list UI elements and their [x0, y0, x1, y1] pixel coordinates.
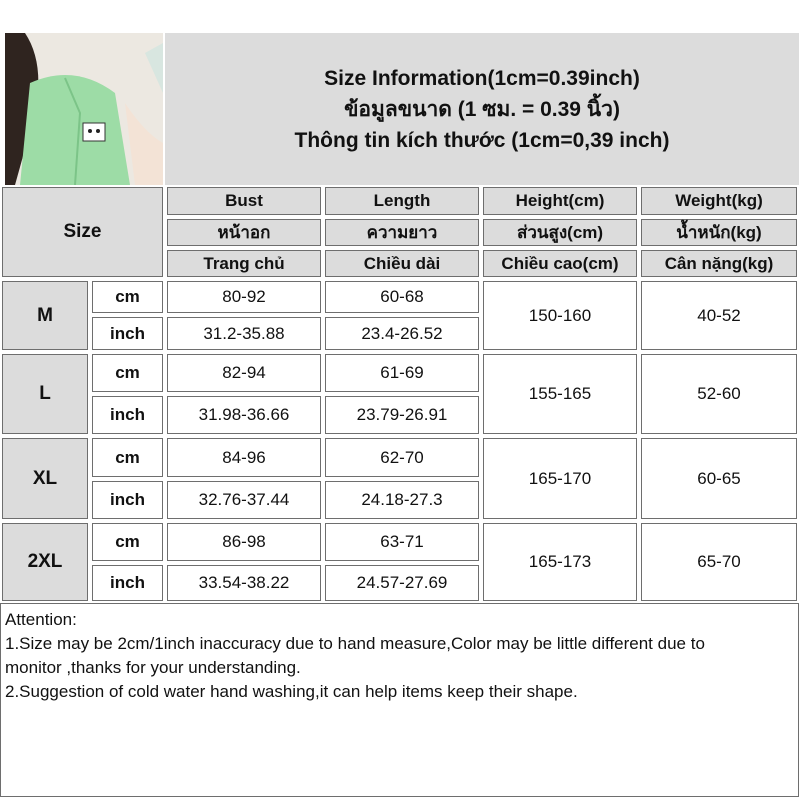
height-value: 165-173: [483, 523, 637, 601]
bust-inch-value: 31.98-36.66: [167, 396, 321, 434]
bust-header-en: Bust: [167, 187, 321, 215]
height-header-th: ส่วนสูง(cm): [483, 219, 637, 246]
unit-cm-label: cm: [92, 438, 163, 477]
size-info-title-box: [165, 33, 799, 185]
length-header-th: ความยาว: [325, 219, 479, 246]
size-label-m: M: [2, 281, 88, 350]
unit-cm-label: cm: [92, 523, 163, 561]
bust-inch-value: 33.54-38.22: [167, 565, 321, 601]
length-inch-value: 23.79-26.91: [325, 396, 479, 434]
attention-line-2: monitor ,thanks for your understanding.: [5, 658, 301, 677]
length-inch-value: 24.57-27.69: [325, 565, 479, 601]
length-cm-value: 62-70: [325, 438, 479, 477]
size-label-xl: XL: [2, 438, 88, 519]
product-photo: [5, 33, 163, 185]
attention-heading: Attention:: [5, 610, 77, 629]
height-value: 155-165: [483, 354, 637, 434]
bust-header-vi: Trang chủ: [167, 250, 321, 277]
attention-line-3: 2.Suggestion of cold water hand washing,it can help items keep their shape.: [5, 682, 578, 701]
bust-cm-value: 84-96: [167, 438, 321, 477]
size-label-2xl: 2XL: [2, 523, 88, 601]
weight-header-vi: Cân nặng(kg): [641, 250, 797, 277]
attention-notes: [0, 603, 799, 797]
unit-inch-label: inch: [92, 317, 163, 350]
weight-value: 60-65: [641, 438, 797, 519]
product-photo-illustration: [5, 33, 163, 185]
size-column-header: Size: [2, 187, 163, 277]
bust-inch-value: 31.2-35.88: [167, 317, 321, 350]
length-inch-value: 24.18-27.3: [325, 481, 479, 519]
height-value: 150-160: [483, 281, 637, 350]
unit-inch-label: inch: [92, 396, 163, 434]
bust-cm-value: 80-92: [167, 281, 321, 313]
bust-header-th: หน้าอก: [167, 219, 321, 246]
length-header-en: Length: [325, 187, 479, 215]
size-label-l: L: [2, 354, 88, 434]
title-vietnamese: Thông tin kích thước (1cm=0,39 inch): [294, 128, 670, 152]
title-thai: ข้อมูลขนาด (1 ซม. = 0.39 นิ้ว): [344, 97, 620, 121]
height-header-vi: Chiều cao(cm): [483, 250, 637, 277]
height-value: 165-170: [483, 438, 637, 519]
height-header-en: Height(cm): [483, 187, 637, 215]
weight-value: 65-70: [641, 523, 797, 601]
length-header-vi: Chiều dài: [325, 250, 479, 277]
title-english: Size Information(1cm=0.39inch): [324, 66, 640, 90]
length-cm-value: 60-68: [325, 281, 479, 313]
length-inch-value: 23.4-26.52: [325, 317, 479, 350]
length-cm-value: 61-69: [325, 354, 479, 392]
weight-header-en: Weight(kg): [641, 187, 797, 215]
bust-inch-value: 32.76-37.44: [167, 481, 321, 519]
unit-cm-label: cm: [92, 281, 163, 313]
bust-cm-value: 86-98: [167, 523, 321, 561]
weight-header-th: น้ำหนัก(kg): [641, 219, 797, 246]
weight-value: 40-52: [641, 281, 797, 350]
unit-inch-label: inch: [92, 565, 163, 601]
length-cm-value: 63-71: [325, 523, 479, 561]
unit-inch-label: inch: [92, 481, 163, 519]
bust-cm-value: 82-94: [167, 354, 321, 392]
attention-line-1: 1.Size may be 2cm/1inch inaccuracy due to hand measure,Color may be little different due to: [5, 634, 705, 653]
unit-cm-label: cm: [92, 354, 163, 392]
weight-value: 52-60: [641, 354, 797, 434]
